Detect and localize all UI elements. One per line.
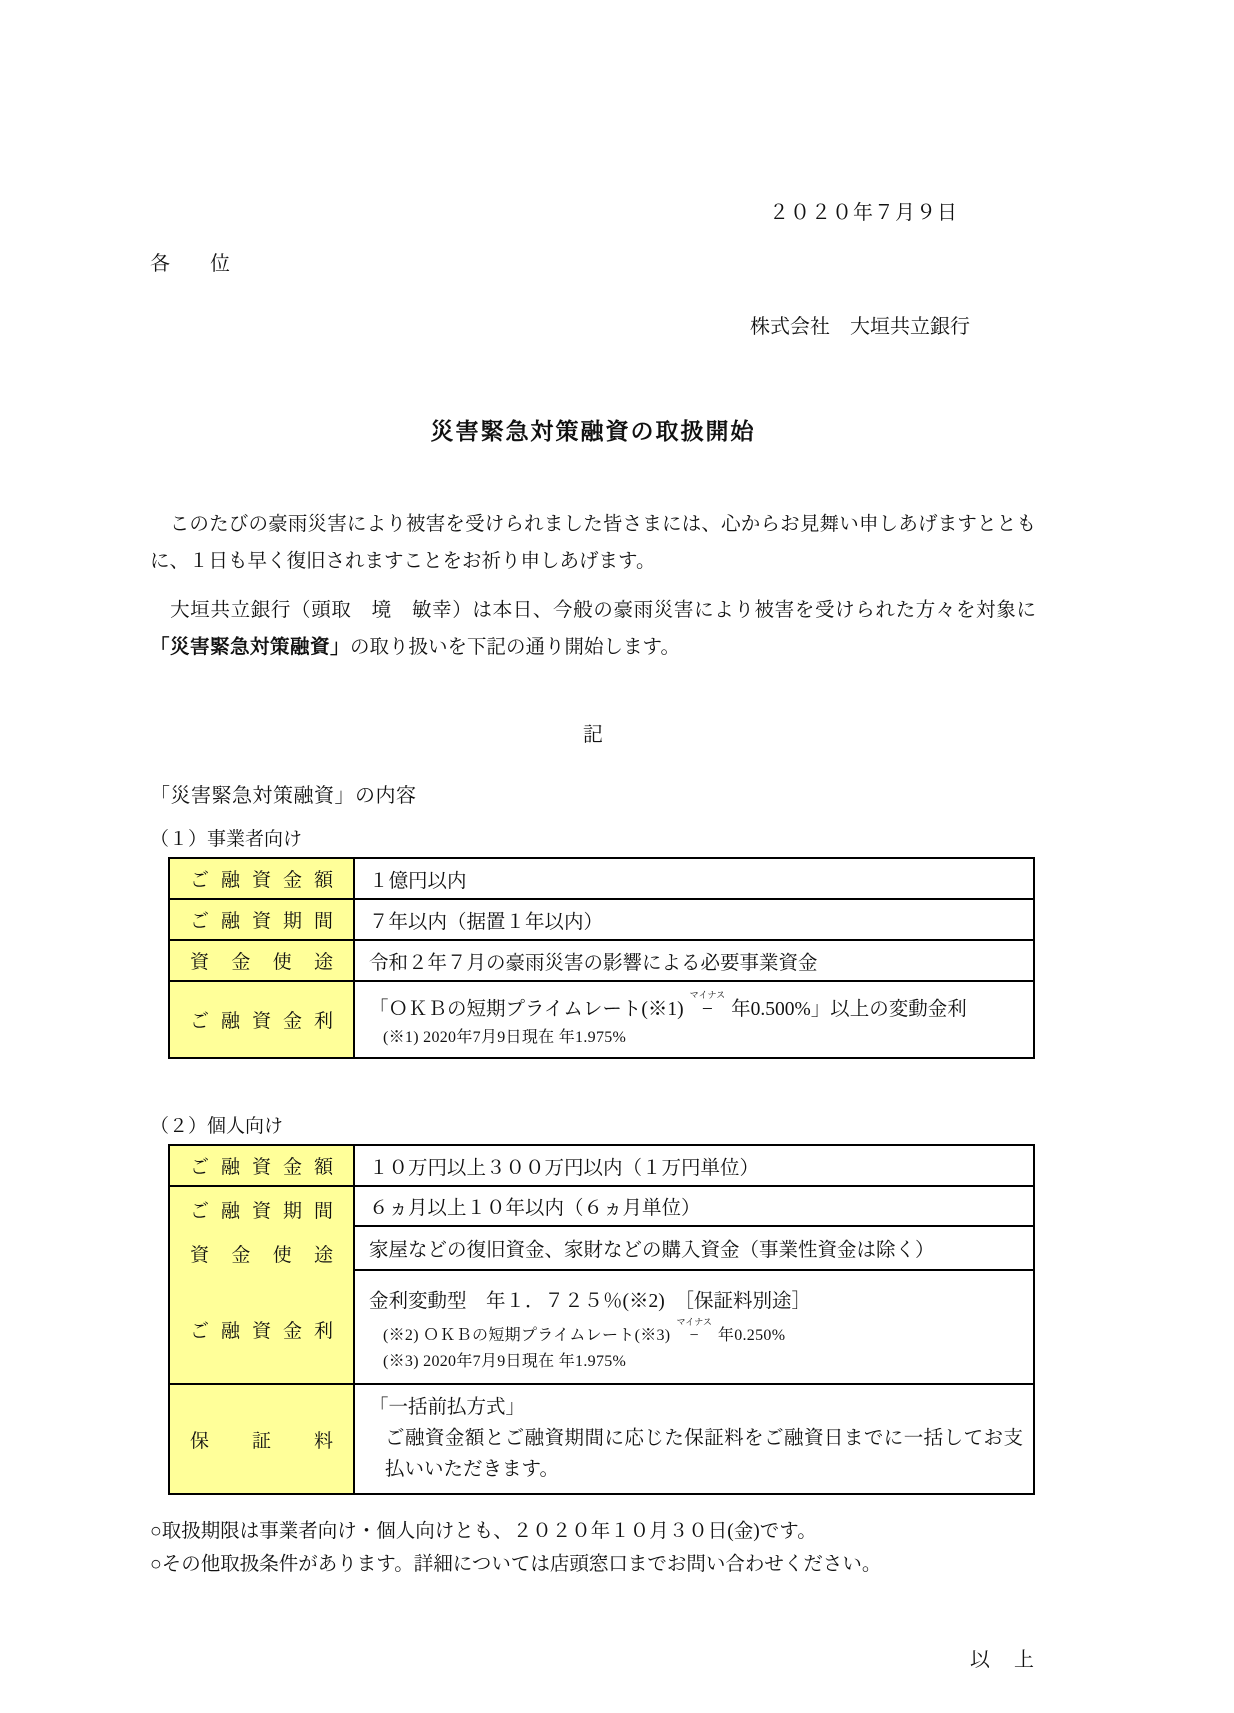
section-heading: 「災害緊急対策融資」の内容 xyxy=(150,785,417,807)
salutation: 各 位 xyxy=(150,253,230,275)
row-label-guarantee: 保証料 xyxy=(169,1384,354,1494)
row-label-period: ご融資期間 xyxy=(169,899,354,940)
guarantee-line-2: ご融資金額とご融資期間に応じた保証料をご融資日までに一括してお支払いいただきます。 xyxy=(385,1428,1023,1480)
row-value-amount: １億円以内 xyxy=(354,858,1034,899)
row-label-rate-text: ご融資金利 xyxy=(190,1320,333,1342)
table-row xyxy=(169,1186,1034,1226)
announcement-text-post: の取り扱いを下記の通り開始します。 xyxy=(350,637,680,658)
row-value-use: 令和２年７月の豪雨災害の影響による必要事業資金 xyxy=(354,940,1034,981)
row-label-use xyxy=(190,1231,333,1275)
table-row xyxy=(169,1384,1034,1494)
note-deadline: ○取扱期限は事業者向け・個人向けとも、２０２０年１０月３０日(金)です。 xyxy=(150,1521,817,1542)
business-section-heading: （１）事業者向け xyxy=(150,829,303,850)
row-label-use-text: 資金使途 xyxy=(190,1244,333,1266)
table-row xyxy=(169,858,1034,899)
announcement-text-pre: 大垣共立銀行（頭取 境 敏幸）は本日、今般の豪雨災害により被害を受けられた方々を対象に xyxy=(150,600,1036,621)
row-value-guarantee xyxy=(354,1384,1034,1494)
rate-footnote-2 xyxy=(369,1317,1023,1349)
row-label-amount: ご融資金額 xyxy=(169,858,354,899)
ki-marker: 記 xyxy=(583,724,603,746)
row-value-period: ６ヵ月以上１０年以内（６ヵ月単位） xyxy=(354,1186,1034,1226)
row-value-amount: １０万円以上３００万円以内（１万円単位） xyxy=(354,1145,1034,1186)
footer-notes xyxy=(150,1515,1036,1581)
document-date: ２０２０年７月９日 xyxy=(769,202,958,224)
rate-footnote-3: (※3) 2020年7月9日現在 年1.975% xyxy=(383,1352,627,1370)
table-row xyxy=(169,1145,1034,1186)
closing-marker: 以 上 xyxy=(970,1649,1036,1671)
document-page xyxy=(150,0,1036,1672)
company-name: 株式会社 大垣共立銀行 xyxy=(750,316,970,338)
minus-ruby-text: マイナス xyxy=(689,990,726,1000)
minus-ruby-text: マイナス xyxy=(676,1316,712,1327)
personal-loan-table xyxy=(168,1144,1035,1495)
rate-footnote-2-pre: (※2) ＯＫＢの短期プライムレート(※3) xyxy=(383,1326,671,1344)
minus-sign-with-ruby xyxy=(689,990,726,1020)
table-row xyxy=(169,940,1034,981)
greeting-paragraph: このたびの豪雨災害により被害を受けられました皆さまには、心からお見舞い申しあげますとともに、１日も早く復旧されますことをお祈り申しあげます。 xyxy=(150,514,1036,572)
note-conditions: ○その他取扱条件があります。詳細については店頭窓口までお問い合わせください。 xyxy=(150,1554,882,1575)
rate-formula-post: 年0.500%」以上の変動金利 xyxy=(731,999,967,1020)
merged-label-cell xyxy=(169,1186,354,1384)
loan-name-bold: 「災害緊急対策融資」 xyxy=(150,636,351,658)
row-value-rate xyxy=(354,1270,1034,1384)
row-label-rate xyxy=(190,1275,333,1383)
row-label-amount: ご融資金額 xyxy=(169,1145,354,1186)
personal-section-heading: （２）個人向け xyxy=(150,1116,284,1137)
row-label-period-text: ご融資期間 xyxy=(190,1200,333,1222)
rate-formula xyxy=(369,987,1023,1025)
table-row xyxy=(169,981,1034,1058)
row-label-use: 資金使途 xyxy=(169,940,354,981)
row-label-period xyxy=(190,1187,333,1231)
row-value-period: ７年以内（据置１年以内） xyxy=(354,899,1034,940)
minus-sign: − xyxy=(689,999,726,1020)
row-value-use: 家屋などの復旧資金、家財などの購入資金（事業性資金は除く） xyxy=(354,1226,1034,1270)
guarantee-line-1: 「一括前払方式」 xyxy=(369,1397,526,1418)
rate-line-1: 金利変動型 年１．７２５％(※2) ［保証料別途］ xyxy=(369,1290,811,1312)
table-row xyxy=(169,899,1034,940)
row-label-rate: ご融資金利 xyxy=(169,981,354,1058)
page-title: 災害緊急対策融資の取扱開始 xyxy=(430,418,756,444)
rate-formula-pre: 「ＯＫＢの短期プライムレート(※1) xyxy=(369,999,684,1020)
rate-footnote-2-post: 年0.250% xyxy=(717,1326,786,1344)
rate-footnote-1: (※1) 2020年7月9日現在 年1.975% xyxy=(383,1029,627,1046)
merged-label-stack xyxy=(190,1187,333,1383)
announcement-paragraph xyxy=(150,592,1036,666)
business-loan-table xyxy=(168,857,1035,1059)
minus-sign-with-ruby xyxy=(676,1316,712,1344)
minus-sign: − xyxy=(676,1326,712,1344)
row-value-rate xyxy=(354,981,1034,1058)
